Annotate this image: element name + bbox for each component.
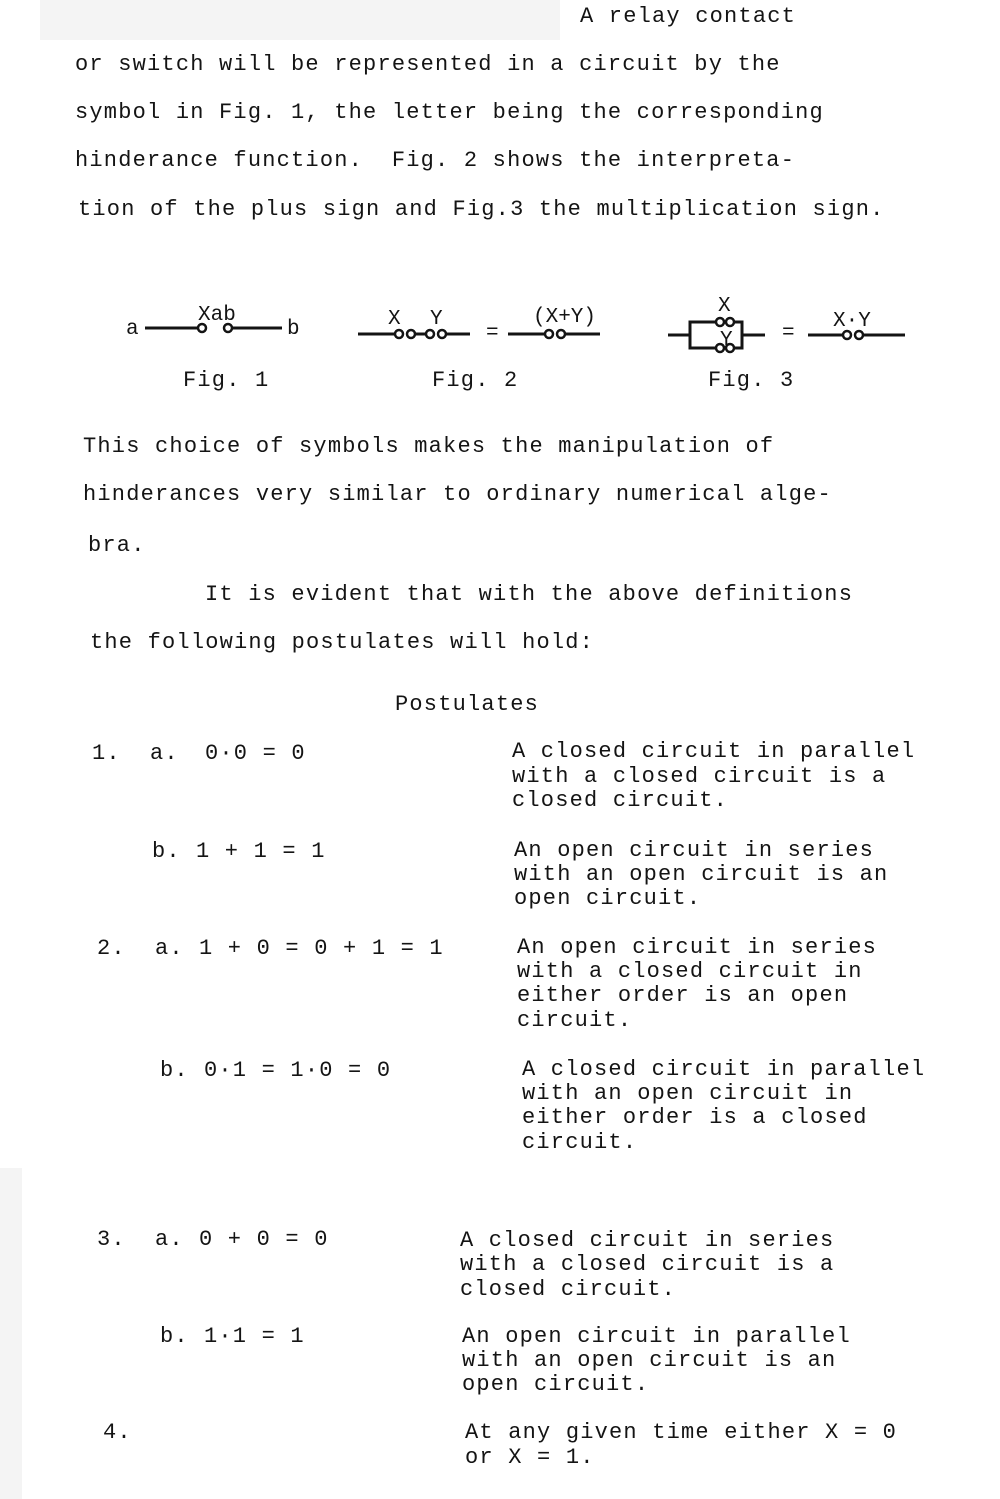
figure-caption: Fig. 1 xyxy=(183,368,270,393)
svg-text:Y: Y xyxy=(430,308,443,331)
postulate-sub-label: b. xyxy=(160,1058,189,1083)
postulate-expression: 1·1 = 1 xyxy=(204,1324,305,1349)
svg-text:X·Y: X·Y xyxy=(833,310,871,333)
svg-text:=: = xyxy=(782,322,795,345)
circuit-figures xyxy=(0,0,1000,400)
svg-text:b: b xyxy=(287,318,300,341)
postulate-number: 1. xyxy=(92,741,121,766)
postulate-sub-label: a. xyxy=(155,1227,184,1252)
intro-line: tion of the plus sign and Fig.3 the multiplication sign. xyxy=(78,197,885,222)
postulate-description-line: with an open circuit is an xyxy=(462,1348,837,1373)
postulate-description-line: circuit. xyxy=(517,1008,633,1033)
postulate-description-line: A closed circuit in parallel xyxy=(522,1057,926,1082)
postulate-description-line: open circuit. xyxy=(462,1372,650,1397)
postulate-description-line: An open circuit in series xyxy=(517,935,878,960)
postulate-sub-label: a. xyxy=(150,741,179,766)
postulate-description-line: An open circuit in series xyxy=(514,838,875,863)
postulate-number: 3. xyxy=(97,1227,126,1252)
intro-line: symbol in Fig. 1, the letter being the corresponding xyxy=(75,100,824,125)
postulate-description-line: closed circuit. xyxy=(460,1277,677,1302)
svg-text:=: = xyxy=(486,322,499,345)
postulate-sub-label: b. xyxy=(152,839,181,864)
postulate-description-line: A closed circuit in series xyxy=(460,1228,835,1253)
figure-caption: Fig. 3 xyxy=(708,368,795,393)
svg-text:(X+Y): (X+Y) xyxy=(533,306,597,329)
body-line: hinderances very similar to ordinary numerical alge- xyxy=(83,482,832,507)
postulate-description-line: At any given time either X = 0 xyxy=(465,1420,898,1445)
intro-line: or switch will be represented in a circuit by the xyxy=(75,52,781,77)
postulate-description-line: with a closed circuit in xyxy=(517,959,863,984)
figure-3 xyxy=(668,295,905,352)
postulate-number: 2. xyxy=(97,936,126,961)
svg-text:a: a xyxy=(126,318,139,341)
postulate-expression: 0 + 0 = 0 xyxy=(199,1227,329,1252)
body-line: bra. xyxy=(88,533,146,558)
postulate-description-line: A closed circuit in parallel xyxy=(512,739,916,764)
postulate-description-line: open circuit. xyxy=(514,886,702,911)
postulate-description-line: with a closed circuit is a xyxy=(460,1252,835,1277)
postulate-description-line: either order is an open xyxy=(517,983,849,1008)
postulate-expression: 0·1 = 1·0 = 0 xyxy=(204,1058,392,1083)
intro-line: A relay contact xyxy=(580,4,797,29)
figure-2 xyxy=(358,306,600,345)
postulate-number: 4. xyxy=(103,1420,132,1445)
postulate-description-line: with a closed circuit is a xyxy=(512,764,887,789)
postulate-sub-label: b. xyxy=(160,1324,189,1349)
svg-text:X: X xyxy=(718,295,731,318)
postulate-description-line: with an open circuit in xyxy=(522,1081,854,1106)
body-line: It is evident that with the above definitions xyxy=(205,582,854,607)
postulate-description-line: with an open circuit is an xyxy=(514,862,889,887)
postulate-expression: 1 + 0 = 0 + 1 = 1 xyxy=(199,936,444,961)
postulate-expression: 0·0 = 0 xyxy=(205,741,306,766)
svg-text:Xab: Xab xyxy=(198,304,236,327)
svg-text:X: X xyxy=(388,308,401,331)
postulate-expression: 1 + 1 = 1 xyxy=(196,839,326,864)
postulate-description-line: closed circuit. xyxy=(512,788,729,813)
postulate-description-line: either order is a closed xyxy=(522,1105,868,1130)
intro-line: hinderance function. Fig. 2 shows the interpreta- xyxy=(75,148,796,173)
postulate-sub-label: a. xyxy=(155,936,184,961)
postulate-description-line: circuit. xyxy=(522,1130,638,1155)
postulate-description-line: An open circuit in parallel xyxy=(462,1324,851,1349)
postulates-heading: Postulates xyxy=(395,692,540,717)
body-line: This choice of symbols makes the manipulation of xyxy=(83,434,775,459)
figure-1 xyxy=(126,304,300,341)
svg-text:Y: Y xyxy=(720,329,733,352)
postulate-description-line: or X = 1. xyxy=(465,1445,595,1470)
figure-caption: Fig. 2 xyxy=(432,368,519,393)
body-line: the following postulates will hold: xyxy=(90,630,595,655)
scan-margin-shade xyxy=(0,1168,22,1499)
